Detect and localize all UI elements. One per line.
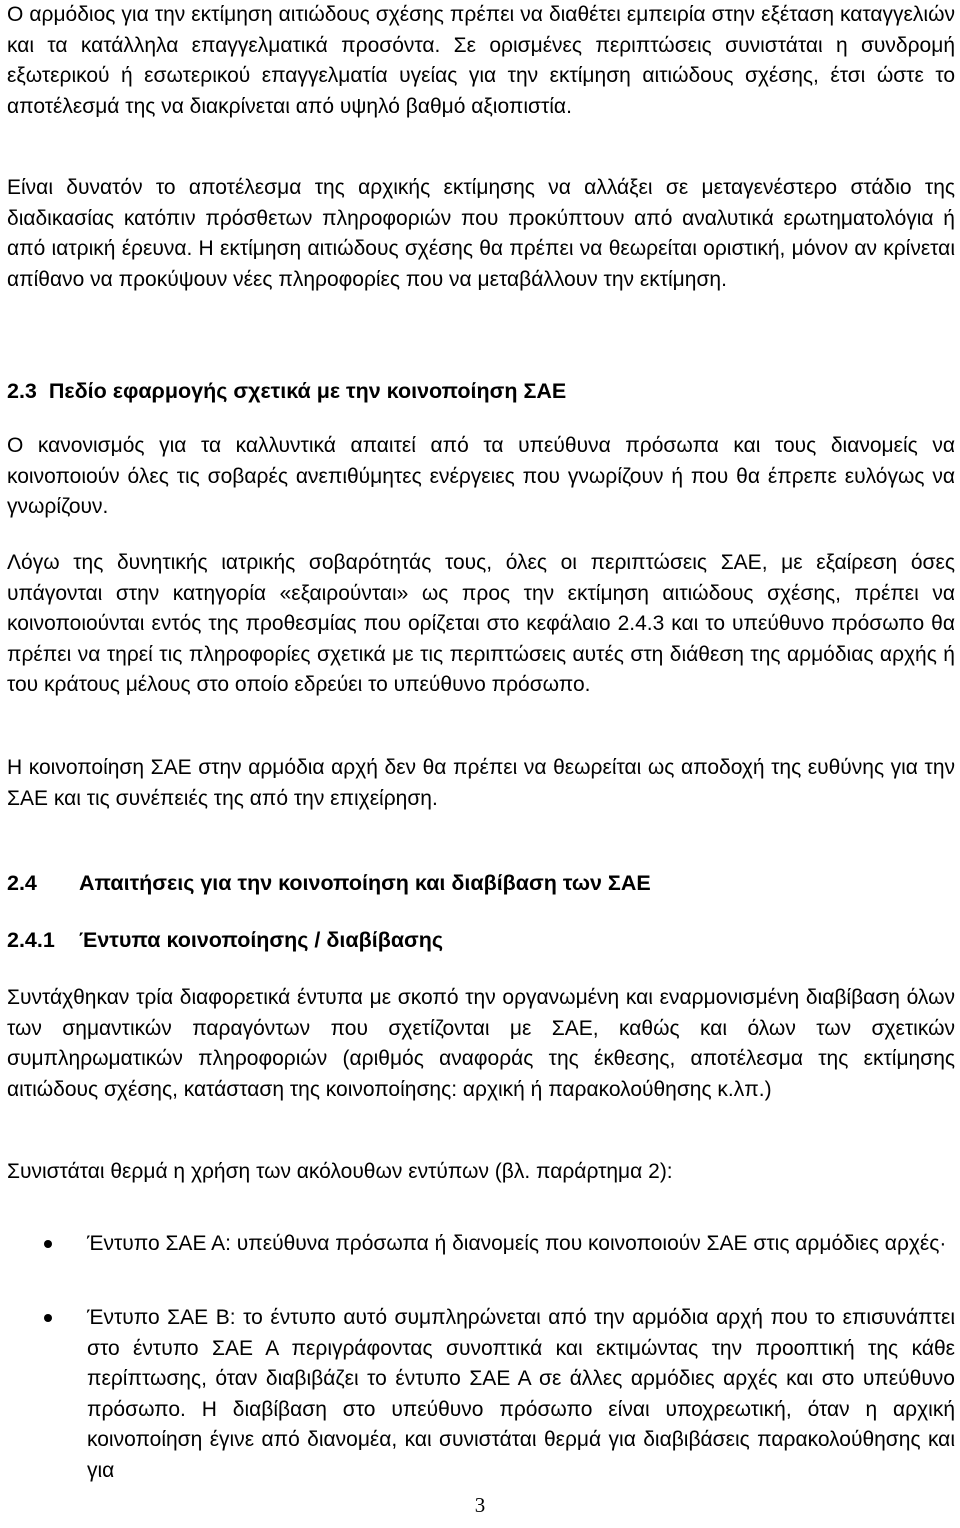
section-title: Απαιτήσεις για την κοινοποίηση και διαβίβαση των ΣΑΕ <box>79 871 651 895</box>
paragraph-forms-description: Συντάχθηκαν τρία διαφορετικά έντυπα με σκοπό την οργανωμένη και εναρμονισμένη διαβίβαση όλων των σημαντικών παραγόντων που σχετίζονται με ΣΑΕ, καθώς και όλων των σχετικών συμπληρωματικών πληροφοριών (αριθμός αναφοράς της έκθεσης, αποτέλεσμα της εκτίμησης αιτιώδους σχέσης, κατάσταση της κοινοποίησης: αρχική ή παρακολούθησης κ.λπ.) <box>7 986 955 1101</box>
section-heading-2-4 <box>7 868 651 899</box>
bullet-icon <box>44 1314 52 1322</box>
section-number: 2.4 <box>7 871 37 895</box>
paragraph-assessment-change: Είναι δυνατόν το αποτέλεσμα της αρχικής εκτίμησης να αλλάξει σε μεταγενέστερο στάδιο της διαδικασίας κατόπιν πρόσθετων πληροφοριών που προκύπτουν από αναλυτικά ερωτηματολόγια ή από ιατρική έρευνα. Η εκτίμηση αιτιώδους σχέσης θα πρέπει να θεωρείται οριστική, μόνον αν κρίνεται απίθανο να προκύψουν νέες πληροφορίες που να μεταβάλλουν την εκτίμηση. <box>7 176 955 291</box>
paragraph-regulation-requirement: Ο κανονισμός για τα καλλυντικά απαιτεί από τα υπεύθυνα πρόσωπα και τους διανομείς να κοινοποιούν όλες τις σοβαρές ανεπιθύμητες ενέργειες που γνωρίζουν ή που θα έπρεπε ευλόγως να γνωρίζουν. <box>7 434 955 518</box>
paragraph-forms-recommendation: Συνιστάται θερμά η χρήση των ακόλουθων εντύπων (βλ. παράρτημα 2): <box>7 1160 673 1183</box>
section-title: Έντυπα κοινοποίησης / διαβίβασης <box>79 928 444 952</box>
section-heading-2-3 <box>7 376 566 407</box>
page-number: 3 <box>474 1493 486 1517</box>
list-item-text: Έντυπο ΣΑΕ Β: το έντυπο αυτό συμπληρώνεται από την αρμόδια αρχή που το επισυνάπτει στο έντυπο ΣΑΕ Α περιγράφοντας συνοπτικά και εκτιμώντας την προοπτική της κάθε περίπτωσης, όταν διαβιβάζει το έντυπο ΣΑΕ Α σε άλλες αρμόδιες αρχές και στο υπεύθυνο πρόσωπο. Η διαβίβαση στο υπεύθυνο πρόσωπο είναι υποχρεωτική, όταν η αρχική κοινοποίηση έγινε από διανομέα, και συνιστάται θερμά για διαβιβάσεις παρακολούθησης και για <box>87 1306 955 1482</box>
paragraph-assessor-qualifications: Ο αρμόδιος για την εκτίμηση αιτιώδους σχέσης πρέπει να διαθέτει εμπειρία στην εξέταση καταγγελιών και τα κατάλληλα επαγγελματικά προσόντα. Σε ορισμένες περιπτώσεις συνιστάται η συνδρομή εξωτερικού ή εσωτερικού επαγγελματία υγείας για την εκτίμηση αιτιώδους σχέσης, έτσι ώστε το αποτέλεσμά της να διακρίνεται από υψηλό βαθμό αξιοπιστία. <box>7 3 955 118</box>
paragraph-notification-not-liability: Η κοινοποίηση ΣΑΕ στην αρμόδια αρχή δεν θα πρέπει να θεωρείται ως αποδοχή της ευθύνης για την ΣΑΕ και τις συνέπειές της από την επιχείρηση. <box>7 756 955 810</box>
section-number: 2.3 <box>7 379 37 403</box>
section-heading-2-4-1 <box>7 925 443 956</box>
list-item <box>87 1303 955 1486</box>
bullet-icon <box>44 1240 52 1248</box>
section-title: Πεδίο εφαρμογής σχετικά με την κοινοποίηση ΣΑΕ <box>48 379 567 403</box>
list-item-text: Έντυπο ΣΑΕ Α: υπεύθυνα πρόσωπα ή διανομείς που κοινοποιούν ΣΑΕ στις αρμόδιες αρχές· <box>87 1232 947 1255</box>
list-item <box>87 1229 955 1260</box>
section-number: 2.4.1 <box>7 928 55 952</box>
paragraph-sae-notification: Λόγω της δυνητικής ιατρικής σοβαρότητάς τους, όλες οι περιπτώσεις ΣΑΕ, με εξαίρεση όσες υπάγονται στην κατηγορία «εξαιρούνται» ως προς την εκτίμηση αιτιώδους σχέσης, πρέπει να κοινοποιούνται εντός της προθεσμίας που ορίζεται στο κεφάλαιο 2.4.3 και το υπεύθυνο πρόσωπο θα πρέπει να τηρεί τις πληροφορίες σχετικά με τις περιπτώσεις αυτές στη διάθεση της αρμόδιας αρχής ή του κράτους μέλους στο οποίο εδρεύει το υπεύθυνο πρόσωπο. <box>7 551 955 696</box>
